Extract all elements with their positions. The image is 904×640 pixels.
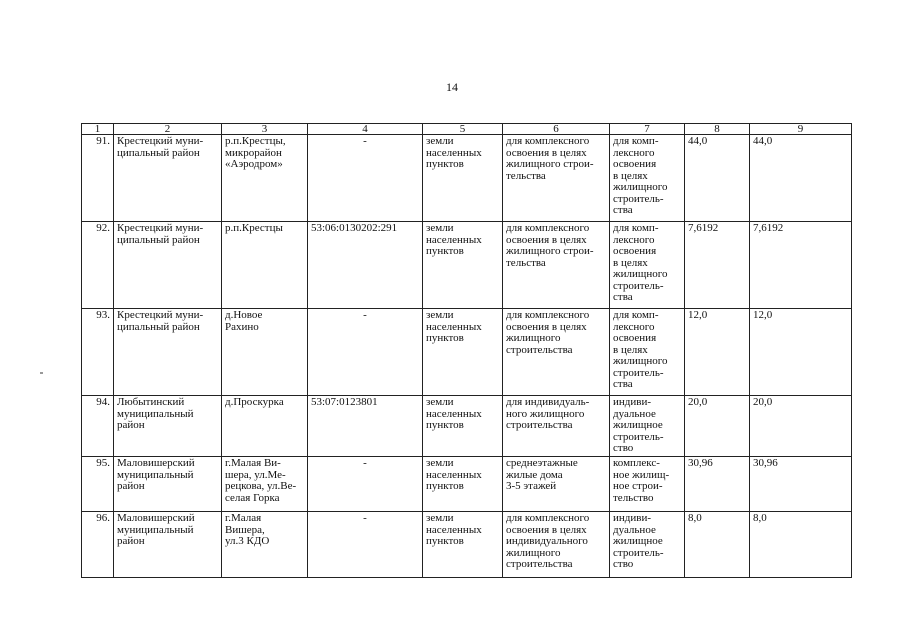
permitted-use-cell: индиви- дуальное жилищное строитель- ство xyxy=(610,512,685,578)
table-row xyxy=(82,309,852,396)
column-number-row xyxy=(82,124,852,135)
district-cell: Маловишерский муниципальный район xyxy=(114,457,222,512)
location-cell: д.Проскурка xyxy=(222,396,308,457)
district-cell: Маловишерский муниципальный район xyxy=(114,512,222,578)
permitted-use-cell: для комп- лексного освоения в целях жилищного строитель- ства xyxy=(610,309,685,396)
cadastral-number-cell: - xyxy=(308,512,423,578)
district-cell: Крестецкий муни- ципальный район xyxy=(114,135,222,222)
column-header: 5 xyxy=(423,124,503,135)
cadastral-number-cell: 53:07:0123801 xyxy=(308,396,423,457)
cadastral-number-cell: - xyxy=(308,457,423,512)
area-total-cell: 20,0 xyxy=(750,396,852,457)
column-header: 6 xyxy=(503,124,610,135)
table-row xyxy=(82,396,852,457)
purpose-cell: для комплексного освоения в целях индивидуального жилищного строительства xyxy=(503,512,610,578)
column-header: 2 xyxy=(114,124,222,135)
area-cell: 8,0 xyxy=(685,512,750,578)
area-total-cell: 30,96 xyxy=(750,457,852,512)
column-header: 1 xyxy=(82,124,114,135)
location-cell: д.Новое Рахино xyxy=(222,309,308,396)
area-cell: 12,0 xyxy=(685,309,750,396)
area-cell: 44,0 xyxy=(685,135,750,222)
land-category-cell: земли населенных пунктов xyxy=(423,222,503,309)
location-cell: р.п.Крестцы, микрорайон «Аэродром» xyxy=(222,135,308,222)
land-category-cell: земли населенных пунктов xyxy=(423,309,503,396)
location-cell: г.Малая Ви- шера, ул.Ме- рецкова, ул.Ве- селая Горка xyxy=(222,457,308,512)
location-cell: г.Малая Вишера, ул.3 КДО xyxy=(222,512,308,578)
permitted-use-cell: индиви- дуальное жилищное строитель- ство xyxy=(610,396,685,457)
area-total-cell: 44,0 xyxy=(750,135,852,222)
area-cell: 20,0 xyxy=(685,396,750,457)
row-number: 91. xyxy=(82,135,114,222)
district-cell: Крестецкий муни- ципальный район xyxy=(114,309,222,396)
district-cell: Крестецкий муни- ципальный район xyxy=(114,222,222,309)
table-row xyxy=(82,222,852,309)
purpose-cell: для комплексного освоения в целях жилищного строительства xyxy=(503,309,610,396)
cadastral-number-cell: - xyxy=(308,135,423,222)
page-number: 14 xyxy=(446,80,458,94)
row-number: 95. xyxy=(82,457,114,512)
margin-mark xyxy=(40,372,43,374)
area-cell: 30,96 xyxy=(685,457,750,512)
cadastral-number-cell: 53:06:0130202:291 xyxy=(308,222,423,309)
land-plots-table xyxy=(81,123,852,578)
district-cell: Любытинский муниципальный район xyxy=(114,396,222,457)
permitted-use-cell: комплекс- ное жилищ- ное строи- тельство xyxy=(610,457,685,512)
column-header: 7 xyxy=(610,124,685,135)
column-header: 8 xyxy=(685,124,750,135)
permitted-use-cell: для комп- лексного освоения в целях жилищного строитель- ства xyxy=(610,222,685,309)
permitted-use-cell: для комп- лексного освоения в целях жилищного строитель- ства xyxy=(610,135,685,222)
purpose-cell: для комплексного освоения в целях жилищного строи- тельства xyxy=(503,222,610,309)
table-row xyxy=(82,457,852,512)
purpose-cell: для индивидуаль- ного жилищного строительства xyxy=(503,396,610,457)
land-category-cell: земли населенных пунктов xyxy=(423,135,503,222)
purpose-cell: для комплексного освоения в целях жилищного строи- тельства xyxy=(503,135,610,222)
area-total-cell: 7,6192 xyxy=(750,222,852,309)
column-header: 4 xyxy=(308,124,423,135)
purpose-cell: среднеэтажные жилые дома 3-5 этажей xyxy=(503,457,610,512)
area-total-cell: 8,0 xyxy=(750,512,852,578)
row-number: 92. xyxy=(82,222,114,309)
land-category-cell: земли населенных пунктов xyxy=(423,457,503,512)
row-number: 96. xyxy=(82,512,114,578)
land-category-cell: земли населенных пунктов xyxy=(423,396,503,457)
row-number: 93. xyxy=(82,309,114,396)
column-header: 3 xyxy=(222,124,308,135)
column-header: 9 xyxy=(750,124,852,135)
area-total-cell: 12,0 xyxy=(750,309,852,396)
location-cell: р.п.Крестцы xyxy=(222,222,308,309)
cadastral-number-cell: - xyxy=(308,309,423,396)
table-row xyxy=(82,512,852,578)
area-cell: 7,6192 xyxy=(685,222,750,309)
table-row xyxy=(82,135,852,222)
row-number: 94. xyxy=(82,396,114,457)
land-category-cell: земли населенных пунктов xyxy=(423,512,503,578)
